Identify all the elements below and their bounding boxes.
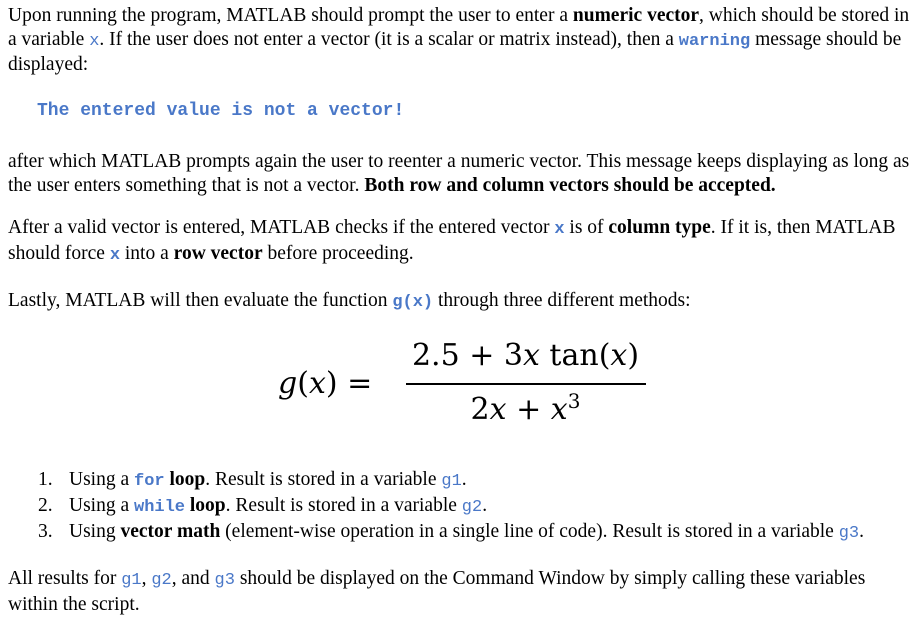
fraction-bar [406,383,646,385]
text: , and [171,568,215,589]
bold-text: loop [164,469,206,490]
code-variable-x: x [89,31,100,51]
eq-text: 2.5 + 3 [411,338,523,373]
text: after which MATLAB prompts again the user to reenter a numeric vector. This message keeps displaying as long as the user enters something that is not a vector. [8,151,910,196]
text: . If the user does not enter a vector (it is a scalar or matrix instead), then a [99,28,679,50]
list-number: 2. [38,495,53,516]
eq-symbol: x [489,392,507,427]
text: . [461,469,467,490]
bold-text: loop [185,495,226,516]
equation-g-of-x [278,336,658,436]
text: , [141,568,152,589]
code-keyword: for [134,472,165,491]
text: Upon running the program, MATLAB should prompt the user to enter a [8,5,573,26]
code-variable: g1 [121,571,142,590]
text: . If it is, then MATLAB should force [8,217,896,264]
equation-lhs: g(x) = [278,366,373,401]
eq-symbol: x [308,366,326,401]
text: into a [120,242,174,264]
text: . Result is stored in a variable [205,469,442,490]
eq-symbol: x [610,338,628,373]
code-keyword: while [134,498,186,517]
eq-text: tan( [539,338,611,373]
text: should be displayed on the Command Window by simply calling these variables within the script. [8,568,866,615]
code-variable: g3 [838,524,860,543]
text: Lastly, MATLAB will then evaluate the function [8,290,393,311]
list-number: 1. [38,469,53,490]
eq-text: ) [627,338,640,373]
text: through three different methods: [433,290,691,311]
eq-exponent: 3 [567,389,581,413]
paragraph-evaluate-function [8,289,691,315]
bold-text: vector math [120,521,221,542]
code-variable-x: x [554,220,565,239]
eq-text: + [506,392,551,427]
list-item [8,494,864,520]
equation-denominator [403,390,648,430]
eq-text: 2 [470,392,490,427]
text: . [482,495,488,516]
eq-symbol: x [522,338,540,373]
bold-text: Both row and column vectors should be accepted. [364,174,776,196]
code-variable: g2 [151,571,172,590]
bold-text: row vector [173,242,263,264]
text: Using a [69,469,134,490]
text: After a valid vector is entered, MATLAB checks if the entered vector [8,217,555,238]
paragraph-prompt-instructions [8,4,914,77]
code-function-g: g(x) [392,293,434,312]
code-variable: g3 [214,571,235,590]
warning-message-code: The entered value is not a vector! [37,101,405,121]
code-variable: g2 [461,498,483,517]
text: . Result is stored in a variable [225,495,462,516]
code-warning: warning [678,31,751,51]
eq-symbol: x [550,392,568,427]
list-item [8,520,864,546]
methods-list [8,468,864,546]
paragraph-column-check [8,216,914,267]
eq-symbol: g [278,366,298,401]
text: before proceeding. [262,242,414,264]
text: , which should be stored in a variable [8,5,910,50]
code-variable: g1 [441,472,462,491]
text: (element-wise operation in a single line of code). Result is stored in a variable [220,521,839,542]
text: Using [69,521,121,542]
text: Using a [69,495,134,516]
code-variable-x: x [109,245,121,265]
text: . [859,521,864,542]
paragraph-display-results [8,567,914,616]
bold-text: column type [608,217,711,238]
text: All results for [8,568,122,589]
paragraph-reprompt [8,150,914,197]
text: message should be displayed: [8,28,902,75]
text: is of [564,217,609,238]
list-number: 3. [38,521,53,542]
equation-numerator [403,336,648,376]
list-item [8,468,864,494]
bold-text: numeric vector [572,5,700,26]
